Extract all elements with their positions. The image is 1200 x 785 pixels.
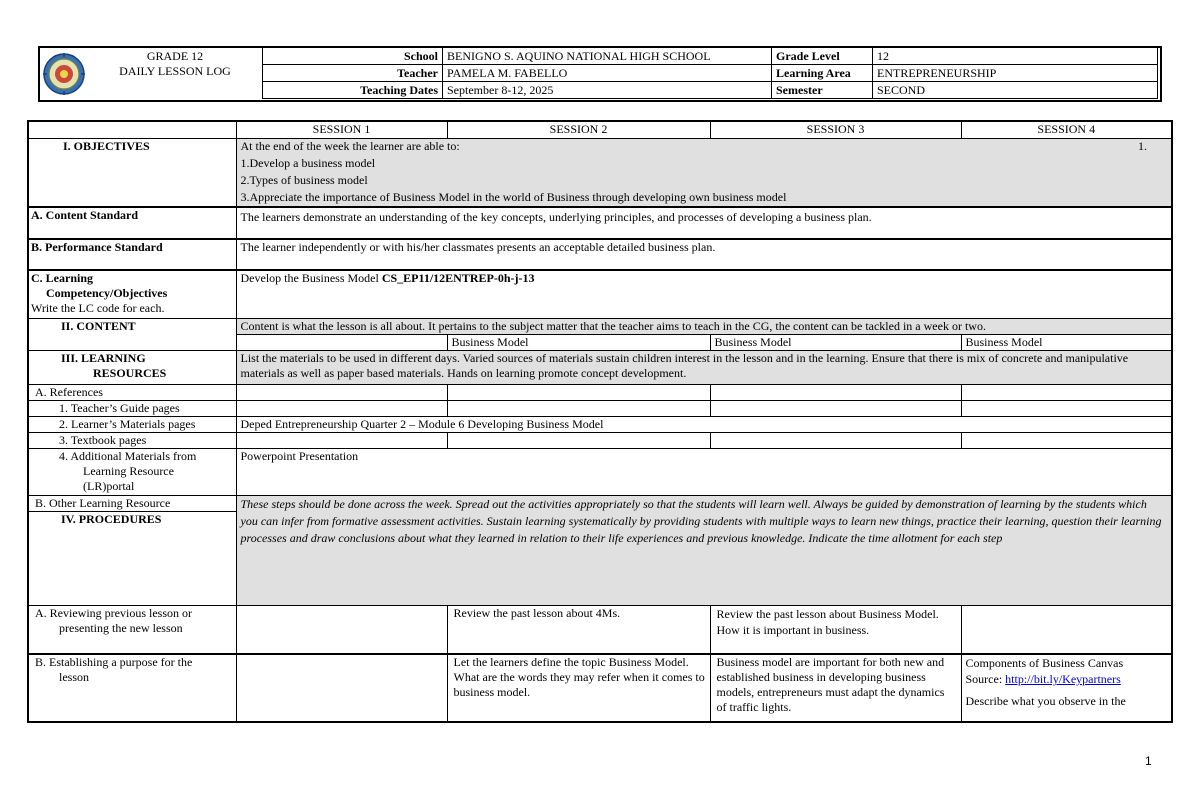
lc-code: CS_EP11/12ENTREP-0h-j-13	[381, 271, 535, 285]
objective-item: 1.Develop a business model	[240, 155, 376, 170]
tg-cell	[447, 400, 710, 416]
school-label: School	[263, 48, 443, 65]
learning-area-label: Learning Area	[772, 65, 873, 82]
proc-b-label-1: B. Establishing a purpose for the	[35, 655, 193, 669]
proc-b-s3: Business model are important for both new and established business in developing business models, entrepreneurs must adapt the dynamics of traffic lights.	[710, 654, 961, 722]
doc-title: DAILY LESSON LOG	[119, 64, 231, 78]
tg-cell	[710, 400, 961, 416]
performance-standard-label: B. Performance Standard	[28, 239, 236, 270]
proc-a-label-2: presenting the new lesson	[59, 620, 183, 635]
keypartners-link[interactable]: http://bit.ly/Keypartners	[1005, 672, 1121, 686]
content-standard-label: A. Content Standard	[28, 207, 236, 239]
other-resource-label: B. Other Learning Resource	[28, 495, 236, 511]
content-topic: Business Model	[961, 334, 1172, 350]
lesson-log-table	[27, 120, 1173, 723]
session4-objective-note: 1.	[1138, 138, 1147, 153]
tg-cell	[961, 400, 1172, 416]
tb-label: 3. Textbook pages	[28, 432, 236, 448]
content-standard-text: The learners demonstrate an understanding of the key concepts, underlying principles, and processes of developing a business plan.	[236, 207, 1172, 239]
proc-a-s3: Review the past lesson about Business Model. How it is important in business.	[710, 605, 961, 654]
tb-cell	[710, 432, 961, 448]
proc-a-label-1: A. Reviewing previous lesson or	[35, 605, 192, 620]
semester-value: SECOND	[873, 82, 1158, 99]
lm-value: Deped Entrepreneurship Quarter 2 – Module 6 Developing Business Model	[236, 416, 1172, 432]
session-header: SESSION 1	[236, 121, 447, 138]
references-label: A. References	[28, 384, 236, 400]
proc-a-s4	[961, 605, 1172, 654]
competency-text	[236, 270, 1172, 318]
objectives-intro: At the end of the week the learner are able to:	[240, 138, 460, 153]
canvas-describe: Describe what you observe in the	[965, 694, 1126, 708]
tg-cell	[236, 400, 447, 416]
session-header: SESSION 2	[447, 121, 710, 138]
session-header: SESSION 4	[961, 121, 1172, 138]
competency-label-1: C. Learning	[31, 271, 94, 285]
school-value: BENIGNO S. AQUINO NATIONAL HIGH SCHOOL	[443, 48, 772, 65]
tb-cell	[236, 432, 447, 448]
proc-a-s1	[236, 605, 447, 654]
canvas-title: Components of Business Canvas	[965, 656, 1124, 670]
source-label: Source:	[965, 672, 1006, 686]
grade-level-label: Grade Level	[772, 48, 873, 65]
procedures-text: These steps should be done across the week. Spread out the activities appropriately so that the students will learn well. Always be guided by demonstration of learning by the students which you can infer from formative assessment activities. Sustain learning systematically by providing students with multiple ways to learn new things, practice their learning, question their learning processes and draw conclusions about what they learned in relation to their life experiences and previous knowledge. Indicate the time allotment for each step	[236, 495, 1172, 605]
am-value: Powerpoint Presentation	[236, 448, 1172, 495]
content-topic: Business Model	[710, 334, 961, 350]
tb-cell	[447, 432, 710, 448]
competency-label	[28, 270, 236, 318]
competency-label-3: Write the LC code for each.	[31, 301, 165, 315]
am-label	[28, 448, 236, 495]
objectives-label: I. OBJECTIVES	[28, 138, 236, 207]
tg-label: 1. Teacher’s Guide pages	[28, 400, 236, 416]
objective-item: 2.Types of business model	[240, 172, 368, 187]
dates-label: Teaching Dates	[263, 82, 443, 99]
content-label: II. CONTENT	[28, 318, 236, 350]
proc-b-s2: Let the learners define the topic Business Model. What are the words they may refer when it comes to business model.	[447, 654, 710, 722]
session-header: SESSION 3	[710, 121, 961, 138]
ref-cell	[961, 384, 1172, 400]
proc-a-label	[28, 605, 236, 654]
competency-desc: Develop the Business Model	[240, 271, 382, 285]
resources-label	[28, 350, 236, 384]
proc-b-s4	[961, 654, 1172, 722]
canvas-source	[966, 671, 1168, 687]
performance-standard-text: The learner independently or with his/her classmates presents an acceptable detailed business plan.	[236, 239, 1172, 270]
proc-b-label	[28, 654, 236, 722]
lm-label: 2. Learner’s Materials pages	[28, 416, 236, 432]
teacher-label: Teacher	[263, 65, 443, 82]
resources-text: List the materials to be used in different days. Varied sources of materials sustain children interest in the lesson and in the learning. Ensure that there is mix of concrete and manipulative materials as well as paper based materials. Hands on learning promote concept development.	[236, 350, 1172, 384]
proc-a-s2: Review the past lesson about 4Ms.	[447, 605, 710, 654]
am-label-3: (LR)portal	[83, 478, 135, 493]
semester-label: Semester	[772, 82, 873, 99]
resources-label-2: RESOURCES	[93, 365, 167, 380]
ref-cell	[710, 384, 961, 400]
competency-label-2: Competency/Objectives	[46, 286, 168, 300]
teacher-value: PAMELA M. FABELLO	[443, 65, 772, 82]
resources-label-1: III. LEARNING	[61, 350, 146, 365]
tb-cell	[961, 432, 1172, 448]
grade-text: GRADE 12	[146, 49, 204, 63]
header-info-table	[262, 47, 1158, 99]
document-title-block	[92, 49, 258, 79]
ref-cell	[236, 384, 447, 400]
content-text: Content is what the lesson is all about. It pertains to the subject matter that the teacher aims to teach in the CG, the content can be tackled in a week or two.	[236, 318, 1172, 334]
proc-b-label-2: lesson	[59, 670, 89, 684]
objective-item: 3.Appreciate the importance of Business Model in the world of Business through developing own business model	[240, 189, 787, 204]
objectives-text	[236, 138, 1172, 207]
content-topic: Business Model	[447, 334, 710, 350]
am-label-1: 4. Additional Materials from	[59, 448, 197, 463]
dates-value: September 8-12, 2025	[443, 82, 772, 99]
ref-cell	[447, 384, 710, 400]
grade-level-value: 12	[873, 48, 1158, 65]
page-number: 1	[1145, 754, 1152, 768]
am-label-2: Learning Resource	[83, 463, 174, 478]
corner-cell	[28, 121, 236, 138]
procedures-label: IV. PROCEDURES	[28, 511, 236, 605]
proc-b-s1	[236, 654, 447, 722]
learning-area-value: ENTREPRENEURSHIP	[873, 65, 1158, 82]
school-seal-icon	[42, 52, 86, 96]
content-s1	[236, 334, 447, 350]
